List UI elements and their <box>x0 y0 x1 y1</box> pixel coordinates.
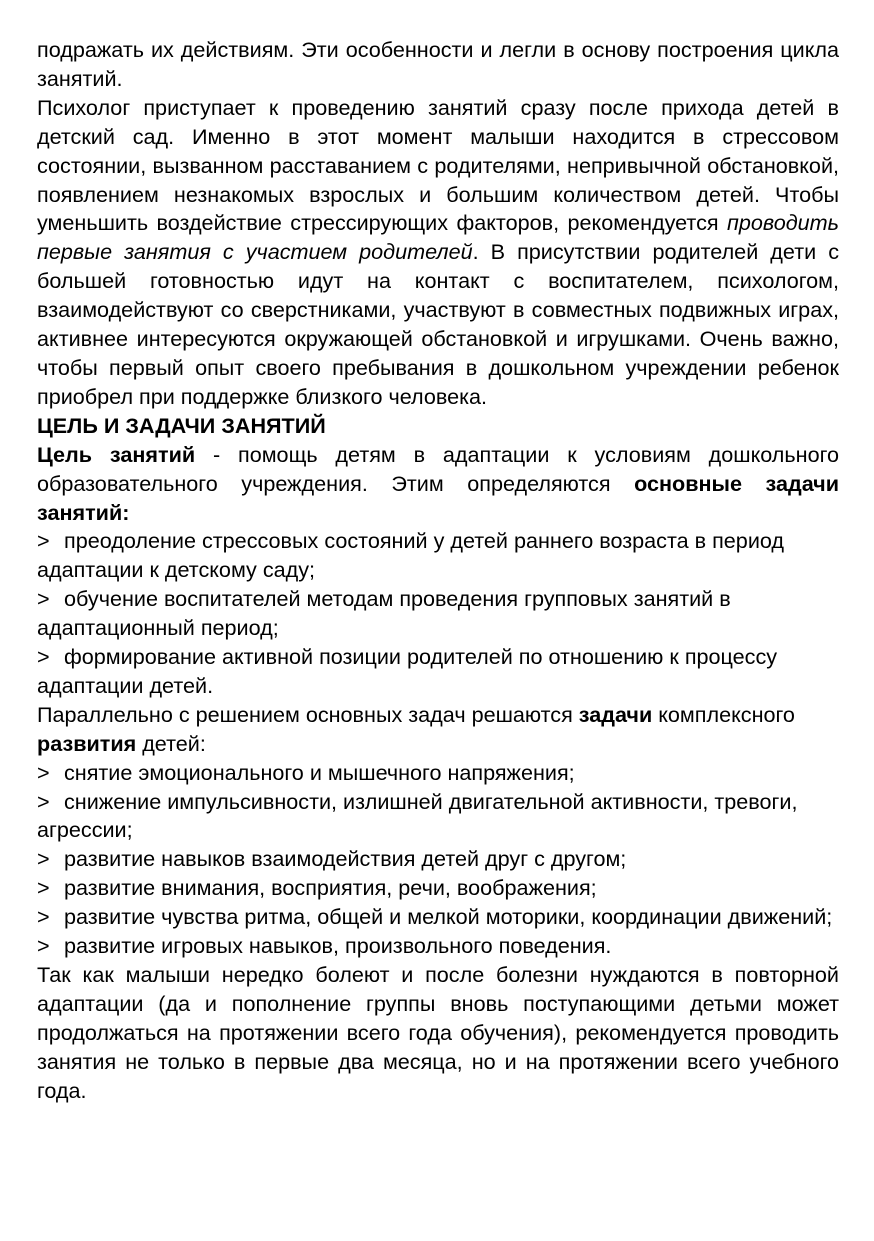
psychologist-paragraph-rest: . В присутствии родителей дети с большей готовностью идут на контакт с воспитателем, психологом, взаимодействуют со сверстниками, участвуют в совместных подвижных играх, активнее интересуются окружающей обстановкой и игрушками. Очень важно, чтобы первый опыт своего пребывания в дошкольном учреждении ребенок приобрел при поддержке близкого человека. <box>37 239 839 409</box>
list-item-text: развитие чувства ритма, общей и мелкой моторики, координации движений; <box>64 904 833 930</box>
list-item-text: снятие эмоционального и мышечного напряжения; <box>64 759 575 785</box>
parallel-text: Параллельно с решением основных задач решаются <box>37 701 579 727</box>
list-item-text: снижение импульсивности, излишней двигательной активности, тревоги, агрессии; <box>37 788 798 843</box>
document-page <box>37 36 839 1106</box>
list-item <box>37 643 839 701</box>
final-paragraph: Так как малыши нередко болеют и после болезни нуждаются в повторной адаптации (да и пополнение группы вновь поступающими детьми может продолжаться на протяжении всего года обучения), рекомендуется проводить занятия не только в первые два месяца, но и на протяжении всего учебного года. <box>37 962 839 1103</box>
parallel-middle: комплексного <box>652 701 795 727</box>
list-item <box>37 932 839 961</box>
list-marker: > <box>37 904 50 930</box>
list-item <box>37 759 839 788</box>
list-item <box>37 903 839 932</box>
parallel-end: детей: <box>136 730 206 756</box>
list-item <box>37 845 839 874</box>
list-marker: > <box>37 644 50 670</box>
parents-emphasis: проводить первые занятия с участием родителей <box>37 210 839 265</box>
list-item-text: формирование активной позиции родителей по отношению к процессу адаптации детей. <box>37 644 778 698</box>
list-marker: > <box>37 875 50 901</box>
list-item <box>37 585 839 643</box>
development-bold: развития <box>37 730 137 756</box>
list-marker: > <box>37 759 50 785</box>
list-marker: > <box>37 846 50 872</box>
list-item-text: развитие игровых навыков, произвольного поведения. <box>64 933 612 959</box>
section-heading: ЦЕЛЬ И ЗАДАЧИ ЗАНЯТИЙ <box>37 412 326 438</box>
goal-paragraph <box>37 441 839 528</box>
list-item <box>37 874 839 903</box>
main-tasks-label: основные задачи занятий: <box>37 470 839 525</box>
list-item-text: преодоление стрессовых состояний у детей раннего возраста в период адаптации к детскому саду; <box>37 528 785 583</box>
psychologist-paragraph-text: Психолог приступает к проведению занятий сразу после прихода детей в детский сад. Именно в этот момент малыши находится в стрессовом состоянии, вызванном расставанием с родителями, непривычной обстановкой, появлением незнакомых взрослых и большим количеством детей. Чтобы уменьшить воздействие стрессирующих факторов, рекомендуется <box>37 94 839 236</box>
psychologist-paragraph <box>37 94 839 412</box>
list-item-text: развитие навыков взаимодействия детей друг с другом; <box>64 846 627 872</box>
list-marker: > <box>37 933 50 959</box>
list-marker: > <box>37 528 50 554</box>
goal-text: - помощь детям в адаптации к условиям дошкольного образовательного учреждения. Этим определяются <box>37 441 840 496</box>
tasks-bold: задачи <box>578 701 653 727</box>
list-marker: > <box>37 586 50 612</box>
goal-label: Цель занятий <box>37 441 196 467</box>
list-marker: > <box>37 788 50 814</box>
list-item <box>37 788 839 846</box>
list-item <box>37 527 839 585</box>
intro-paragraph: подражать их действиям. Эти особенности и легли в основу построения цикла занятий. <box>37 37 839 91</box>
list-item-text: обучение воспитателей методам проведения групповых занятий в адаптационный период; <box>37 586 731 641</box>
list-item-text: развитие внимания, восприятия, речи, воображения; <box>64 875 597 901</box>
parallel-paragraph <box>37 701 839 759</box>
